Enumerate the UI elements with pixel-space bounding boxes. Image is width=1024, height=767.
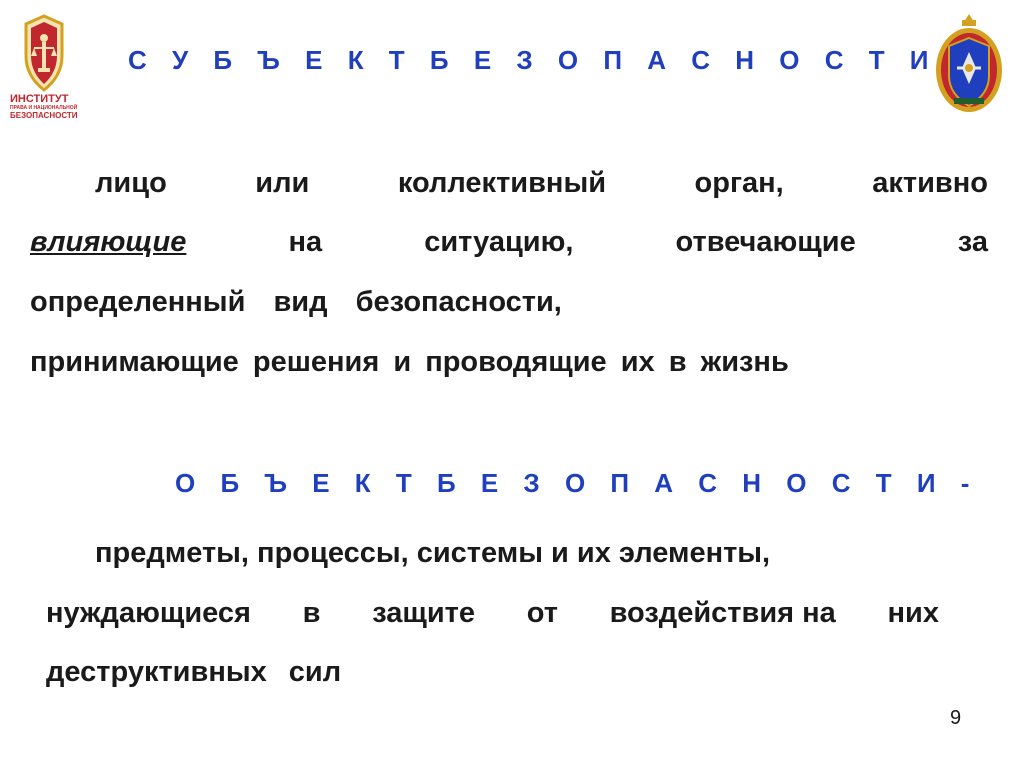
object-line-2 (46, 597, 939, 630)
word: нуждающиеся (46, 597, 251, 629)
subject-line-2 (30, 226, 988, 259)
institute-name-sub2: БЕЗОПАСНОСТИ (10, 111, 78, 120)
word: отвечающие (675, 226, 856, 258)
object-line-1: предметы, процессы, системы и их элементы, (95, 537, 771, 569)
word: лицо (95, 167, 167, 199)
word: активно (872, 167, 988, 199)
subject-heading: С У Б Ъ Е К Т Б Е З О П А С Н О С Т И - (128, 45, 972, 75)
word: защите (372, 597, 475, 629)
subject-line-4: принимающие решения и проводящие их в жизнь (30, 346, 789, 378)
subject-line-1 (95, 167, 988, 200)
institute-name-sub: ПРАВА И НАЦИОНАЛЬНОЙ (10, 105, 78, 111)
word: них (887, 597, 939, 629)
word: орган, (694, 167, 784, 199)
page-number: 9 (950, 707, 962, 729)
word: коллективный (397, 167, 607, 199)
word: или (255, 167, 310, 199)
institute-name: ИНСТИТУТ (10, 93, 69, 105)
word: ситуацию, (424, 226, 574, 258)
word: воздействия на (609, 597, 836, 629)
themis-shield-icon (22, 14, 66, 92)
word: от (526, 597, 558, 629)
object-line-3: деструктивных сил (46, 656, 342, 688)
institute-logo (10, 14, 78, 118)
word: за (957, 226, 988, 258)
emphasized-word: влияющие (30, 226, 187, 258)
word: на (288, 226, 323, 258)
word: в (302, 597, 321, 629)
subject-line-3: определенный вид безопасности, (30, 286, 562, 318)
object-heading: О Б Ъ Е К Т Б Е З О П А С Н О С Т И - (175, 468, 979, 498)
